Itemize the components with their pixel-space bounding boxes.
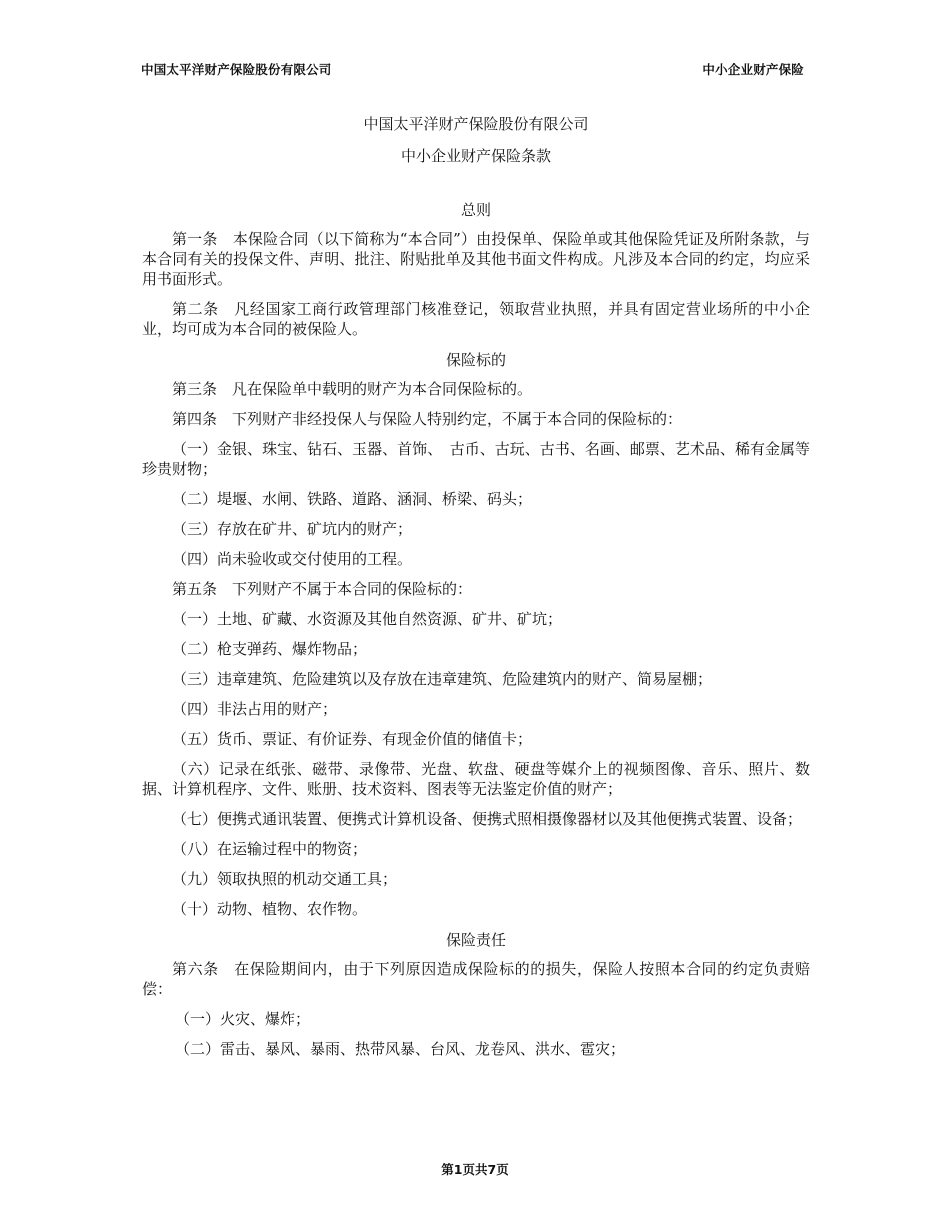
clause-paragraph: 第四条 下列财产非经投保人与保险人特别约定，不属于本合同的保险标的：: [172, 410, 683, 428]
list-item: （三）违章建筑、危险建筑以及存放在违章建筑、危险建筑内的财产、简易屋棚；: [172, 670, 713, 688]
list-item: （一）金银、珠宝、钻石、玉器、首饰、 古币、古玩、古书、名画、邮票、艺术品、稀有金属等珍贵财物；: [142, 440, 810, 478]
list-item: （二）枪支弹药、爆炸物品；: [172, 640, 368, 658]
section-heading-general: 总则: [460, 201, 491, 219]
list-item: （一）火灾、爆炸；: [175, 1010, 311, 1028]
document-body: [142, 114, 810, 1069]
clause-paragraph: 第三条 凡在保险单中载明的财产为本合同保险标的。: [172, 380, 533, 398]
list-item: （二）雷击、暴风、暴雨、热带风暴、台风、龙卷风、洪水、雹灾；: [175, 1040, 626, 1058]
list-item: （四）尚未验收或交付使用的工程。: [172, 550, 413, 568]
list-item: （六）记录在纸张、磁带、录像带、光盘、软盘、硬盘等媒介上的视频图像、音乐、照片、数据、计算机程序、文件、账册、技术资料、图表等无法鉴定价值的财产；: [142, 760, 810, 798]
list-item: （五）货币、票证、有价证券、有现金价值的储值卡；: [172, 730, 533, 748]
list-item: （四）非法占用的财产；: [172, 700, 338, 718]
list-item: （九）领取执照的机动交通工具；: [172, 870, 398, 888]
clause-paragraph: 第二条 凡经国家工商行政管理部门核准登记，领取营业执照，并具有固定营业场所的中小企业，均可成为本合同的被保险人。: [142, 300, 810, 338]
header-company-name: 中国太平洋财产保险股份有限公司: [141, 62, 332, 77]
document-title-product: 中小企业财产保险条款: [400, 147, 551, 165]
page-number: 第1页共7页: [441, 1162, 509, 1177]
list-item: （二）堤堰、水闸、铁路、道路、涵洞、桥梁、码头；: [172, 490, 533, 508]
section-heading-subject: 保险标的: [445, 351, 506, 369]
list-item: （七）便携式通讯装置、便携式计算机设备、便携式照相摄像器材以及其他便携式装置、设备；: [172, 810, 803, 828]
list-item: （一）土地、矿藏、水资源及其他自然资源、矿井、矿坑；: [172, 610, 563, 628]
header-product-name: 中小企业财产保险: [702, 62, 804, 77]
list-item: （十）动物、植物、农作物。: [172, 900, 368, 918]
list-item: （八）在运输过程中的物资；: [172, 840, 368, 858]
section-heading-liability: 保险责任: [445, 931, 506, 949]
clause-paragraph: 第六条 在保险期间内，由于下列原因造成保险标的的损失，保险人按照本合同的约定负责赔偿：: [142, 960, 810, 998]
clause-paragraph: 第一条 本保险合同（以下简称为“本合同”）由投保单、保险单或其他保险凭证及所附条款，与本合同有关的投保文件、声明、批注、附贴批单及其他书面文件构成。凡涉及本合同的约定，均应采用书面形式。: [142, 230, 810, 288]
list-item: （三）存放在矿井、矿坑内的财产；: [172, 520, 413, 538]
document-title-company: 中国太平洋财产保险股份有限公司: [363, 115, 589, 133]
clause-paragraph: 第五条 下列财产不属于本合同的保险标的：: [172, 580, 473, 598]
